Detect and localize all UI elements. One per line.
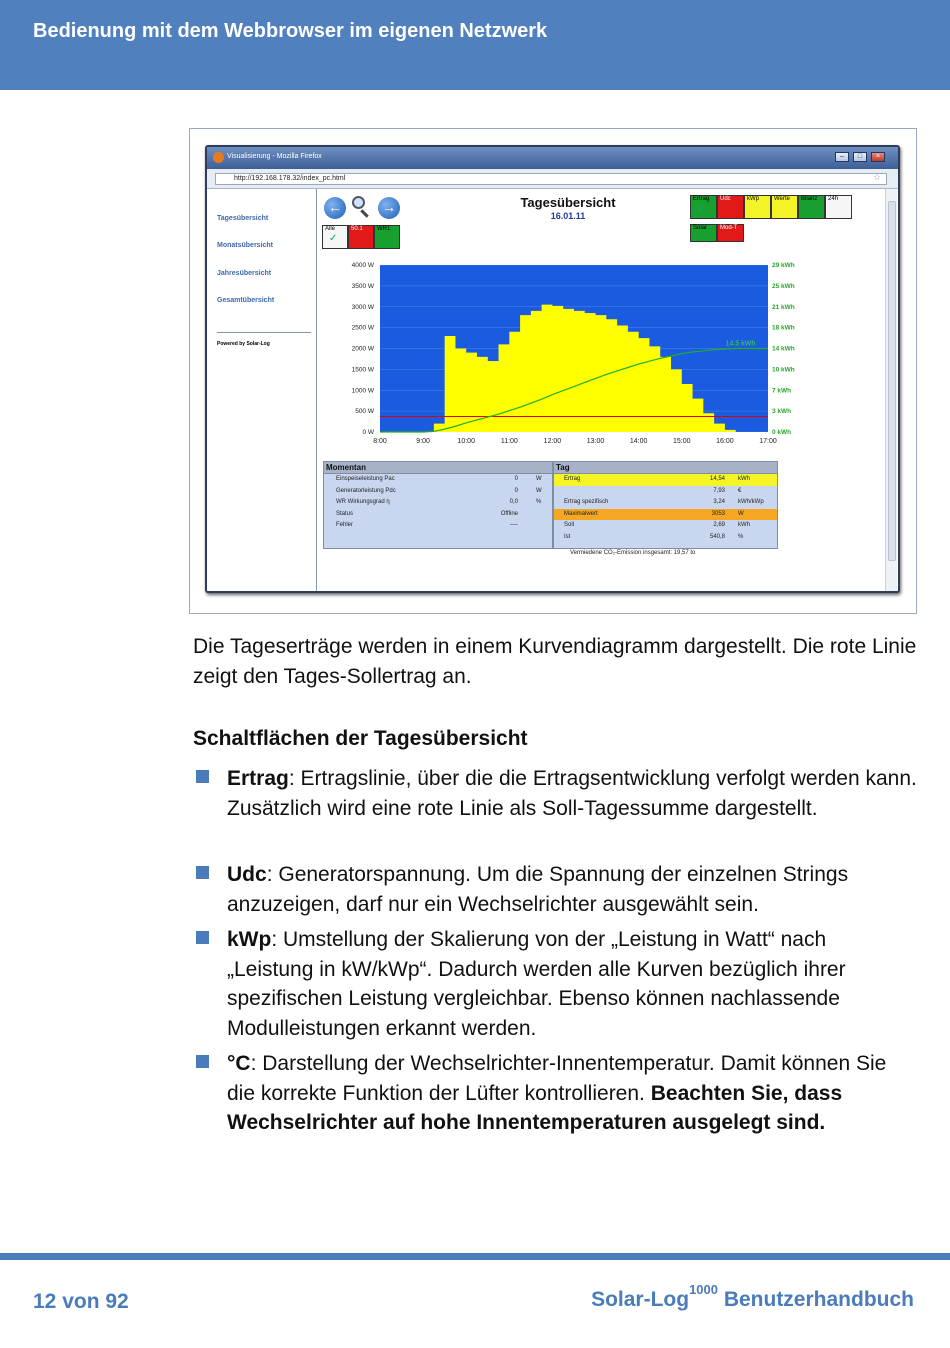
cell-value: ---- <box>510 522 518 528</box>
search-icon[interactable] <box>351 195 371 217</box>
mode-button-mod-t[interactable] <box>717 224 744 242</box>
y-left-tick-label: 1000 W <box>351 387 374 395</box>
cell-label: Fehler <box>336 522 354 528</box>
sidebar-item-monatsuebersicht[interactable]: Monatsübersicht <box>217 242 274 249</box>
bullet-text: : Ertragslinie, über die die Ertragsentwicklung verfolgt werden kann. Zusätzlich wird eine rote Linie als Soll-Tagessumme dargestellt. <box>227 767 917 820</box>
button-label: 50.1 <box>351 226 363 232</box>
x-tick-label: 15:00 <box>673 438 691 445</box>
value-tables <box>323 461 778 556</box>
button-label: Solar <box>693 225 708 231</box>
cell-unit: kWh <box>738 476 750 482</box>
brand-tail: Benutzerhandbuch <box>717 1288 914 1311</box>
table-row <box>554 474 777 486</box>
firefox-icon <box>213 152 224 163</box>
button-label: 24h <box>828 196 839 202</box>
window-title: Visualisierung - Mozilla Firefox <box>227 153 322 160</box>
y-right-tick-label: 3 kWh <box>772 408 792 416</box>
cell-unit: kWh <box>738 522 750 528</box>
section-title: Schaltflächen der Tagesübersicht <box>193 727 528 750</box>
sidebar-divider <box>217 332 311 333</box>
cell-value: 0,0 <box>509 499 518 505</box>
bullet-text: : Darstellung der Wechselrichter-Innentemperatur. Damit können Sie die korrekte Funktion der Lüfter kontrollieren. <box>227 1052 887 1105</box>
footer-brand <box>591 1282 914 1312</box>
cell-value: 540,8 <box>709 533 725 540</box>
y-left-tick-label: 2000 W <box>351 345 374 353</box>
day-chart <box>318 259 888 459</box>
momentan-header: Momentan <box>324 462 552 474</box>
bullet-term: kWp <box>227 928 272 951</box>
cell-value: 14,54 <box>709 476 725 482</box>
bullet-text: : Generatorspannung. Um die Spannung der einzelnen Strings anzuzeigen, darf nur ein Wechselrichter ausgewählt sein. <box>227 863 849 916</box>
bullet-term: Ertrag <box>227 767 289 790</box>
page-number: 12 von 92 <box>33 1290 129 1313</box>
url-input[interactable]: http://192.168.178.32/index_pc.html <box>215 173 887 185</box>
button-label: Alle <box>325 226 336 232</box>
cell-unit: kWh/kWp <box>738 499 764 505</box>
cell-unit: % <box>536 499 542 505</box>
bullet-term: Udc <box>227 863 267 886</box>
mode-button-24h[interactable] <box>825 195 852 219</box>
y-left-tick-label: 3000 W <box>351 303 374 311</box>
button-label: Bilanz <box>801 196 818 202</box>
x-tick-label: 14:00 <box>629 438 648 445</box>
cell-label: Einspeiseleistung Pac <box>336 476 395 482</box>
x-tick-label: 8:00 <box>373 438 387 445</box>
y-right-tick-label: 18 kWh <box>772 324 795 332</box>
bullet-item <box>227 1049 917 1138</box>
table-row <box>554 532 777 544</box>
back-arrow-icon[interactable]: ← <box>324 197 346 219</box>
y-left-tick-label: 0 W <box>362 429 374 436</box>
y-right-tick-label: 7 kWh <box>772 387 792 395</box>
chart-mode-button-row-2 <box>690 224 744 242</box>
intro-paragraph: Die Tageserträge werden in einem Kurvendiagramm dargestellt. Die rote Linie zeigt den Tages-Sollertrag an. <box>193 635 917 688</box>
browser-window <box>205 145 900 593</box>
button-label: Udc <box>720 196 731 202</box>
cell-value: 7,93 <box>713 487 725 494</box>
bullet-square-icon <box>196 770 209 783</box>
inverter-button-row <box>322 225 400 249</box>
chart-title: Tagesübersicht <box>520 195 616 210</box>
scrollbar-thumb[interactable] <box>888 201 896 561</box>
bullet-item <box>227 860 917 919</box>
mode-button-kwp[interactable] <box>744 195 771 219</box>
cell-label: Ist <box>564 533 571 540</box>
table-row <box>554 509 777 521</box>
cell-value: 0 <box>514 476 518 482</box>
y-left-tick-label: 2500 W <box>351 324 374 332</box>
momentan-table <box>323 461 553 549</box>
footer-rule <box>0 1253 950 1260</box>
button-label: Mod-T <box>720 225 738 231</box>
url-bar <box>207 169 898 189</box>
table-row <box>554 497 777 509</box>
mode-button-udc[interactable] <box>717 195 744 219</box>
table-row <box>324 474 552 486</box>
cell-value: 0 <box>514 487 518 494</box>
sidebar-item-jahresuebersicht[interactable]: Jahresübersicht <box>217 270 272 277</box>
button-label: Ertrag <box>693 196 710 202</box>
page-header <box>0 0 950 90</box>
y-right-tick-label: 14 kWh <box>772 345 795 353</box>
powered-by: Powered by Solar-Log <box>217 341 270 347</box>
x-tick-label: 9:00 <box>416 438 430 445</box>
cell-unit: W <box>536 487 542 494</box>
cell-value: 3053 <box>711 510 725 517</box>
x-tick-label: 13:00 <box>586 438 605 445</box>
mode-button-werte[interactable] <box>771 195 798 219</box>
bullet-term: °C <box>227 1052 251 1075</box>
table-row <box>324 520 552 532</box>
cell-label: Soll <box>564 522 575 528</box>
close-button[interactable]: × <box>871 152 885 162</box>
visualisation-content <box>318 189 888 593</box>
cell-unit: € <box>738 487 742 494</box>
chart-mode-button-row <box>690 195 852 219</box>
bullet-text: : Umstellung der Skalierung von der „Leistung in Watt“ nach „Leistung in kW/kWp“. Dadurch werden alle Kurven bezüglich ihrer spezifischen Leistung vergleichbar. Ebenso können nachlassende Modulleistungen erkannt werden. <box>227 928 846 1041</box>
cell-value: 2,69 <box>713 522 725 528</box>
button-label: kWp <box>747 196 759 202</box>
y-right-tick-label: 0 kWh <box>772 429 792 436</box>
y-left-tick-label: 1500 W <box>351 366 374 374</box>
y-left-tick-label: 3500 W <box>351 282 374 290</box>
scrollbar[interactable] <box>885 189 897 593</box>
x-tick-label: 16:00 <box>716 438 734 445</box>
x-tick-label: 17:00 <box>759 438 777 445</box>
cell-label: Ertrag <box>564 476 581 482</box>
minimize-button[interactable]: – <box>835 152 849 162</box>
filter-button-alle[interactable] <box>322 225 348 249</box>
cell-unit: W <box>536 476 542 482</box>
sidebar-item-gesamtuebersicht[interactable]: Gesamtübersicht <box>217 297 275 304</box>
bullet-square-icon <box>196 1055 209 1068</box>
bullet-item <box>227 764 917 823</box>
cell-label: Generatorleistung Pdc <box>336 487 396 494</box>
yield-end-label: 14.5 kWh <box>725 340 756 348</box>
browser-titlebar <box>207 147 898 169</box>
x-tick-label: 10:00 <box>457 438 475 445</box>
bullet-item <box>227 925 917 1044</box>
table-row <box>554 486 777 498</box>
chart-date: 16.01.11 <box>550 211 586 221</box>
button-label: Werte <box>774 196 790 202</box>
tag-table <box>553 461 778 549</box>
table-row <box>324 509 552 521</box>
y-left-tick-label: 4000 W <box>351 262 374 269</box>
bullet-square-icon <box>196 866 209 879</box>
cell-unit: W <box>738 510 744 517</box>
y-right-tick-label: 10 kWh <box>772 366 795 374</box>
sidebar-item-tagesuebersicht[interactable]: Tagesübersicht <box>217 215 269 222</box>
y-right-tick-label: 25 kWh <box>772 282 795 290</box>
maximize-button[interactable]: □ <box>853 152 867 162</box>
check-icon: ✓ <box>329 233 338 244</box>
filter-button-wr1[interactable] <box>374 225 400 249</box>
brand-sup: 1000 <box>689 1282 718 1297</box>
cell-label: WR Wirkungsgrad η <box>336 499 390 505</box>
brand-name: Solar-Log <box>591 1288 690 1311</box>
page-title: Bedienung mit dem Webbrowser im eigenen Netzwerk <box>33 20 548 42</box>
y-right-tick-label: 29 kWh <box>772 262 795 269</box>
cell-label: Maximalwert <box>564 510 598 517</box>
bullet-square-icon <box>196 931 209 944</box>
table-row <box>324 497 552 509</box>
forward-arrow-icon[interactable]: → <box>378 197 400 219</box>
check-icon: ✓ <box>697 203 706 214</box>
filter-button-50-1[interactable] <box>348 225 374 249</box>
x-tick-label: 12:00 <box>543 438 562 445</box>
table-row <box>554 520 777 532</box>
cell-value: Offline <box>500 510 518 517</box>
co2-note: Vermiedene CO₂-Emission insgesamt: 19,57 to <box>570 550 696 556</box>
y-left-tick-label: 500 W <box>355 408 374 416</box>
cell-value: 3,24 <box>713 499 725 505</box>
mode-button-ertrag[interactable] <box>690 195 717 219</box>
sidebar <box>207 189 317 593</box>
table-row <box>324 486 552 498</box>
mode-button-bilanz[interactable] <box>798 195 825 219</box>
x-tick-label: 11:00 <box>500 438 518 445</box>
mode-button-solar[interactable] <box>690 224 717 242</box>
cell-unit: % <box>738 533 744 540</box>
button-label: WR1 <box>377 226 391 232</box>
y-right-tick-label: 21 kWh <box>772 303 795 311</box>
bullet-emphasis: Beachten Sie, dass Wechselrichter auf hohe Innentemperaturen ausgelegt sind. <box>227 1081 843 1135</box>
cell-label: Ertrag spezifisch <box>564 499 609 505</box>
cell-label: Status <box>336 510 354 517</box>
bookmark-star-icon[interactable]: ☆ <box>873 172 882 182</box>
tag-header: Tag <box>554 462 777 474</box>
